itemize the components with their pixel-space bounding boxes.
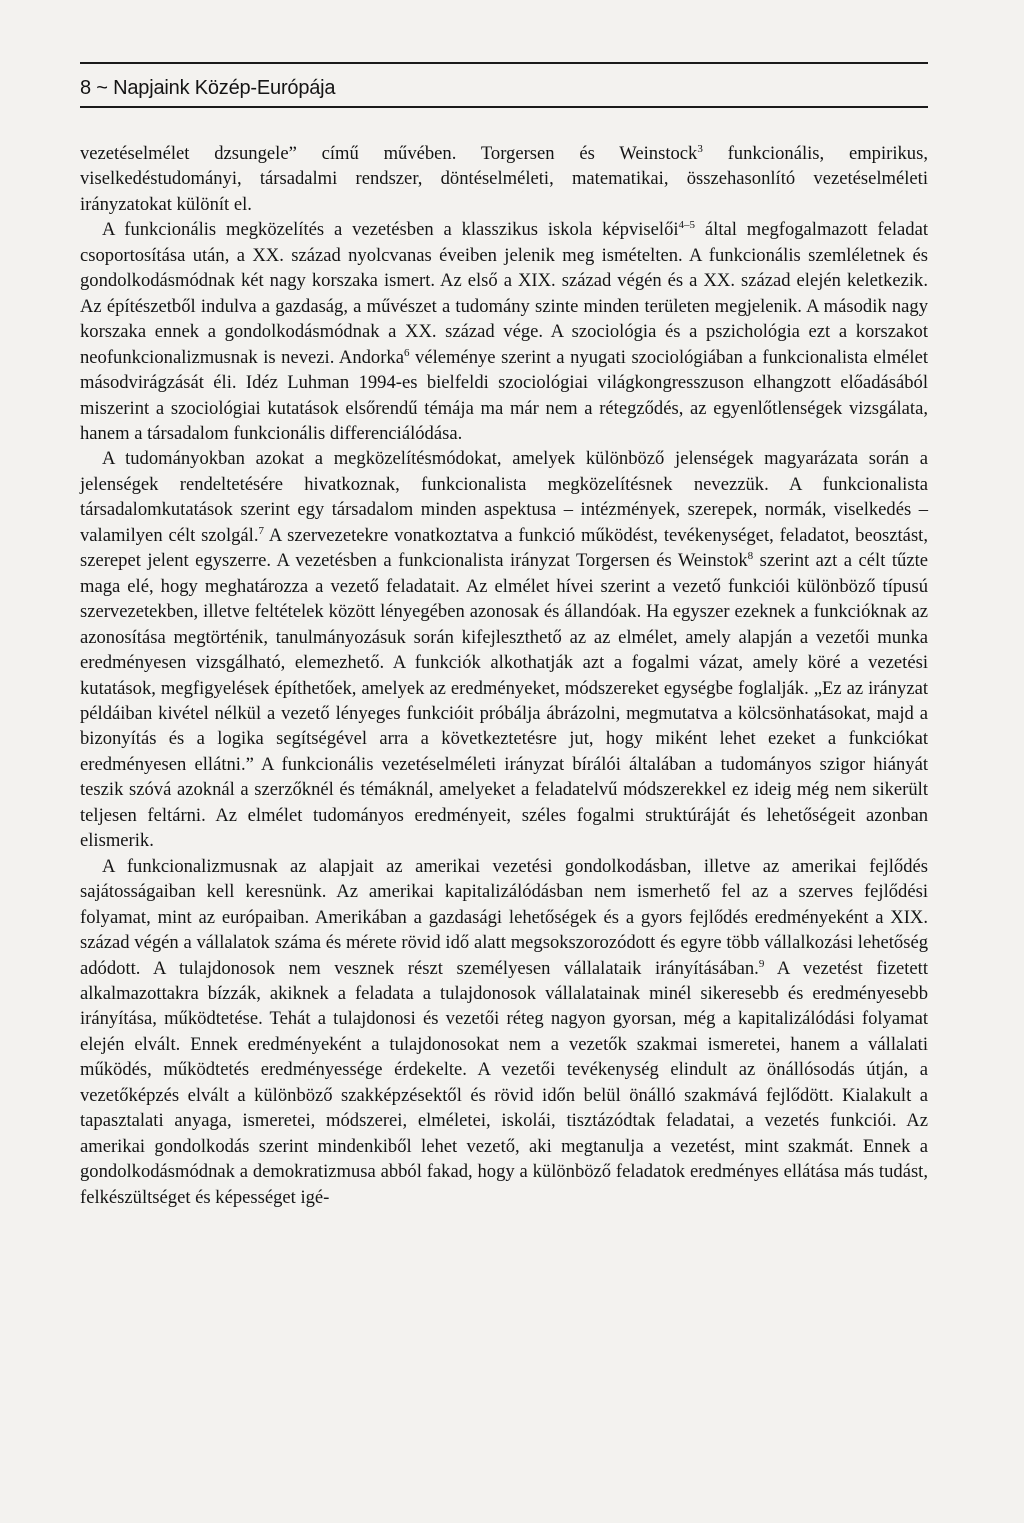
paragraph (80, 217, 928, 446)
footnote-ref: 9 (758, 957, 765, 970)
text-run: szerint azt a célt tűzte maga elé, hogy meghatározza a vezető feladatait. Az elmélet hívei szerint a vezető funkciói különböző típusú szervezetekben, illetve feltételek között lényegében azonosak és állandóak. Ha egyszer ezeknek a funkcióknak az azonosítása megtörténik, tanulmányozásuk során kifejleszthető az az elmélet, amely alapján a vezetői munka eredményesen vizsgálható, elemezhető. A funkciók alkothatják azt a fogalmi vázat, amely köré a vezetési kutatások, megfigyelések építhetőek, amelyek az eredményeket, módszereket egységbe foglalják. „Ez az irányzat példáiban kivétel nélkül a vezető lényeges funkcióit próbálja ábrázolni, megmutatva a kölcsönhatásokat, majd a bizonyítás és a logika segítségével arra a következtetésre jut, hogy miként lehet ezeket a funkciókat eredményesen ellátni.” A funkcionális vezetéselméleti irányzat bírálói általában a tudományos szigor hiányát teszik szóvá azoknál a szerzőknél és témáknál, amelyeket a feladatelvű módszerekkel ez ideig még nem sikerült teljesen feltárni. Az elmélet tudományos eredményeit, széles fogalmi struktúráját és lehetőségeit azonban elismerik. (80, 550, 928, 852)
text-run: A funkcionalizmusnak az alapjait az amerikai vezetési gondolkodásban, illetve az amerikai fejlődés sajátosságaiban kell keresnünk. Az amerikai kapitalizálódásban nem ismerhető fel az a szerves fejlődési folyamat, mint az európaiban. Amerikában a gazdasági lehetőségek és a gyors fejlődés eredményeként a XIX. század végén a vállalatok száma és mérete rövid idő alatt megsokszorozódott és egyre több vállalkozási lehetőség adódott. A tulajdonosok nem vesznek részt személyesen vállalataik irányításában. (80, 855, 928, 979)
header-separator: ~ (96, 77, 108, 99)
running-title: Napjaink Közép-Európája (113, 77, 336, 99)
text-run: funkcionális, empirikus, viselkedéstudományi, társadalmi rendszer, döntéselméleti, matematikai, összehasonlító vezetéselméleti irányzatokat különít el. (80, 143, 928, 215)
text-run: véleménye szerint a nyugati szociológiában a funkcionalista elmélet másodvirágzását éli. Idéz Luhman 1994-es bielfeldi szociológiai világkongresszuson elhangzott előadásából miszerint a szociológiai kutatások elsőrendű témája ma már nem a rétegződés, az egyenlőtlenségek vizsgálata, hanem a társadalom funkcionális differenciálódása. (80, 346, 928, 444)
text-run: A tudományokban azokat a megközelítésmódokat, amelyek különböző jelenségek magyarázata során a jelenségek rendeltetésére hivatkoznak, funkcionalista megközelítésnek nevezzük. A funkcionalista társadalomkutatások szerint egy társadalom minden aspektusa – intézmények, szerepek, normák, viselkedés – valamilyen célt szolgál. (80, 448, 928, 546)
paragraph (80, 446, 928, 853)
text-run: A szervezetekre vonatkoztatva a funkció működést, tevékenységet, feladatot, beosztást, szerepet jelent egyszerre. A vezetésben a funkcionalista irányzat Torgersen és Weinstok (80, 524, 928, 572)
page-number: 8 (80, 77, 91, 99)
running-header (80, 62, 928, 108)
footnote-ref: 7 (258, 524, 264, 537)
paragraph (80, 854, 928, 1210)
header-rule-bottom (80, 106, 928, 108)
footnote-ref: 3 (697, 143, 703, 155)
header-line (80, 64, 928, 106)
text-run: A funkcionális megközelítés a vezetésben a klasszikus iskola képviselői (102, 219, 679, 241)
body-text (80, 141, 928, 1210)
text-run: vezetéselmélet dzsungele” című művében. Torgersen és Weinstock (80, 143, 698, 164)
footnote-ref: 8 (747, 550, 754, 563)
text-run: által megfogalmazott feladat csoportosítása után, a XX. század nyolcvanas éveiben jelenik meg ismételten. A funkcionális szemléletnek és gondolkodásmódnak két nagy korszaka ismert. Az első a XIX. század végén és a XX. század elején keletkezik. Az építészetből indulva a gazdaság, a művészet a tudomány szinte minden területen megjelenik. A második nagy korszaka ennek a gondolkodásmódnak a XX. század vége. A szociológia és a pszichológia ezt a korszakot neofunkcionalizmusnak is nevezi. Andorka (80, 219, 928, 368)
footnote-ref: 6 (403, 346, 410, 359)
footnote-ref: 4–5 (678, 219, 696, 232)
paragraph (80, 141, 928, 217)
text-run: A vezetést fizetett alkalmazottakra bízzák, akiknek a feladata a tulajdonosok vállalatainak minél sikeresebb és eredményesebb irányítása, működtetése. Tehát a tulajdonosi és vezetői réteg nagyon gyorsan, még a kapitalizálódási folyamat elején elvált. Ennek eredményeként a tulajdonosokat nem a vezetők szakmai ismeretei, hanem a vállalati működés, működtetés eredményessége érdekelte. A vezetői tevékenység elindult az önállósodás útján, a vezetőképzés elvált a különböző szakképzésektől és rövid időn belül önálló szakmává fejlődött. Kialakult a tapasztalati anyaga, ismeretei, módszerei, elméletei, iskolái, tisztázódtak feladatai, a vezetés funkciói. Az amerikai gondolkodás szerint mindenkiből lehet vezető, aki megtanulja a vezetést, mint szakmát. Ennek a gondolkodásmódnak a demokratizmusa abból fakad, hogy a különböző feladatok eredményes ellátása más tudást, felkészültséget és képességet igé- (80, 957, 928, 1208)
